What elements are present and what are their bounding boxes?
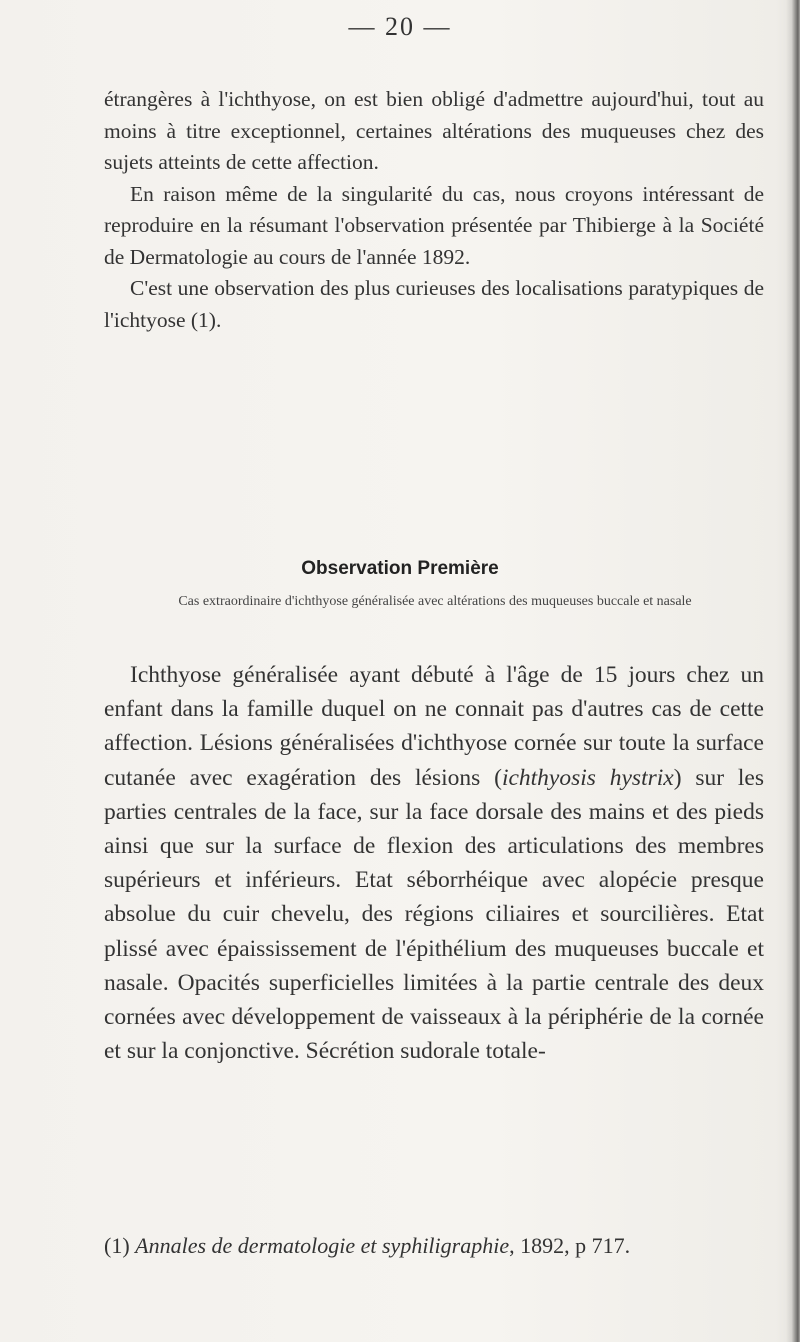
footnote-citation: , 1892, p 717. (509, 1233, 631, 1258)
observation-body (104, 658, 764, 1068)
observation-paragraph (104, 658, 764, 1068)
page-number: — 20 — (348, 12, 452, 41)
latin-term: ichthyosis hystrix (501, 764, 674, 791)
intro-paragraph-2: En raison même de la singularité du cas, nous croyons intéressant de reproduire en la résumant l'observation présentée par Thibierge à la Société de Dermatologie au cours de l'année 1892. (104, 181, 764, 269)
intro-paragraph-3: C'est une observation des plus curieuses des localisations paratypiques de l'ichtyose (1). (104, 276, 764, 332)
intro-paragraph-1: étrangères à l'ichthyose, on est bien obligé d'admettre aujourd'hui, tout au moins à titre exceptionnel, certaines altérations des muqueuses chez des sujets atteints de cette affection. (104, 87, 764, 174)
intro-text (104, 84, 764, 336)
page-edge-shadow (786, 0, 800, 1342)
footnote-journal: Annales de dermatologie et syphiligraphie (135, 1233, 510, 1258)
observation-text-after: ) sur les parties centrales de la face, sur la face dorsale des mains et des pieds ainsi que sur la surface de flexion des articulations des membres supérieurs et inférieurs. Etat séborrhéique avec alopécie presque absolue du cuir chevelu, des régions ciliaires et sourcilières. Etat plissé avec épaississement de l'épithélium des muqueuses buccale et nasale. Opacités superficielles limitées à la partie centrale des deux cornées avec développement de vaisseaux à la périphérie de la cornée et sur la conjonctive. Sécrétion sudorale totale- (104, 764, 765, 1065)
observation-heading: Observation Première (301, 558, 499, 579)
footnote-marker: (1) (104, 1233, 130, 1258)
observation-subtitle: Cas extraordinaire d'ichthyose généralisée avec altérations des muqueuses buccale et nasale (178, 594, 692, 609)
observation-text-before: Ichthyose généralisée ayant débuté à l'âge de 15 jours chez un enfant dans la famille duquel on ne connait pas d'autres cas de cette affection. Lésions généralisées d'ichthyose cornée sur toute la surface cutanée avec exagération des lésions ( (104, 662, 764, 791)
footnote (104, 1232, 764, 1260)
